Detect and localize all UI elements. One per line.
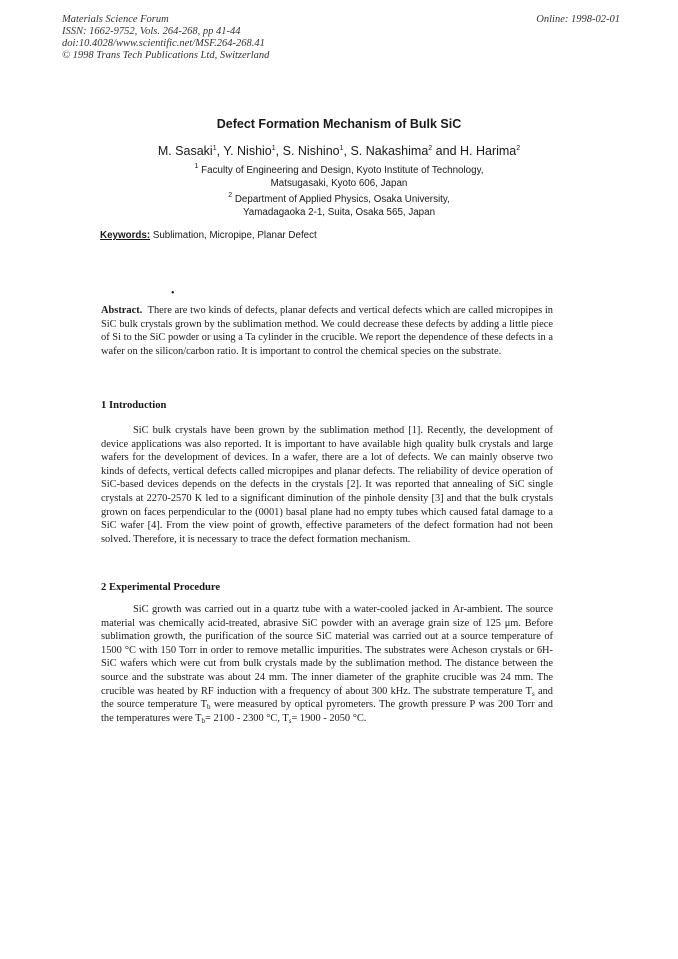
author-affiliation-mark: 2	[428, 145, 433, 152]
affiliation-line: Yamadagaoka 2-1, Suita, Osaka 565, Japan	[242, 206, 436, 218]
author-name: Y. Nishio	[223, 144, 272, 158]
author-affiliation-mark: 1	[339, 145, 344, 152]
affiliation-line: Faculty of Engineering and Design, Kyoto Institute of Technology,	[201, 165, 484, 176]
affiliation-number: 2	[228, 192, 233, 199]
author-affiliation-mark: 1	[271, 145, 276, 152]
affiliation-1	[0, 165, 678, 190]
affiliation-line: Matsugasaki, Kyoto 606, Japan	[270, 177, 408, 189]
abstract-text: There are two kinds of defects, planar defects and vertical defects which are called micropipes in SiC bulk crystals grown by the sublimation method. We could decrease these defects by adding a little piece of Si to the SiC powder or using a Ta cylinder in the crucible. We report the dependence of these defects in a wafer on the silicon/carbon ratio. It is important to control the chemical species on the substrate.	[101, 305, 553, 357]
section-heading-introduction: 1 Introduction	[101, 400, 167, 411]
online-date: Online: 1998-02-01	[536, 14, 620, 25]
journal-name: Materials Science Forum	[62, 14, 169, 25]
paper-title: Defect Formation Mechanism of Bulk SiC	[216, 117, 462, 131]
abstract-label: Abstract.	[101, 305, 143, 316]
author-affiliation-mark: 2	[516, 145, 521, 152]
author-name: M. Sasaki	[157, 144, 213, 158]
author-name: S. Nishino	[282, 144, 340, 158]
keywords	[100, 230, 317, 241]
author-name: S. Nakashima	[350, 144, 429, 158]
journal-header	[62, 14, 269, 62]
keywords-text: Sublimation, Micropipe, Planar Defect	[152, 230, 317, 241]
abstract	[101, 304, 553, 358]
author-list: M. Sasaki$^1$, Y. Nishio$^1$, S. Nishino$^1$, S. Nakashima$^2$ and H. Harima$^2$	[157, 144, 521, 158]
author-affiliation-mark: 1	[212, 145, 217, 152]
section-heading-experimental: 2 Experimental Procedure	[101, 582, 221, 593]
author-name: H. Harima	[460, 144, 517, 158]
introduction-paragraph: SiC bulk crystals have been grown by the sublimation method [1]. Recently, the development of device applications was also reported. It is important to have available high quality bulk crystals and large wafers for the development of devices. In a wafer, there are a lot of defects. We can mainly observe two kinds of defects, vertical defects called micropipes and planar defects. The reliability of device operation of SiC-based devices depends on the defects in the crystals [2]. It was reported that annealing of SiC single crystals at 2270-2570 K led to a significant diminution of the pinhole density [3] and that the bulk crystals grown on faces perpendicular to the (0001) basal plane had no empty tubes which caused fatal damage to a SiC wafer [4]. From the view point of growth, effective parameters of the defect formation had not been solved. Therefore, it is necessary to trace the defect formation mechanism.	[101, 425, 553, 545]
copyright-line: © 1998 Trans Tech Publications Ltd, Switzerland	[62, 50, 270, 61]
doi-link[interactable]: doi:10.4028/www.scientific.net/MSF.264-268.41	[62, 38, 265, 49]
keywords-label: Keywords:	[100, 230, 151, 241]
issn-line: ISSN: 1662-9752, Vols. 264-268, pp 41-44	[62, 26, 241, 37]
affiliation-2	[0, 194, 678, 219]
affiliation-line: Department of Applied Physics, Osaka University,	[234, 194, 450, 205]
affiliation-number: 1	[194, 163, 199, 170]
experimental-paragraph: SiC growth was carried out in a quartz tube with a water-cooled jacked in Ar-ambient. The source material was chemically acid-treated, abrasive SiC powder with an average grain size of 125 μm. Before sublimation growth, the purification of the source SiC material was carried out at a source temperature of 1500 °C with 150 Torr in order to remove metallic impurities. The substrates were Acheson crystals or 6H-SiC wafers which were cut from bulk crystals made by the sublimation method. The distance between the source and the substrate was about 24 mm. The inner diameter of the graphite crucible was 24 mm. The crucible was heated by RF induction with a frequency of about 300 kHz. The substrate temperature $T_s$ and the source temperature $T_b$ were measured by optical pyrometers. The growth pressure P was 200 Torr and the temperatures were $T_b= 2100 - 2300$ °C, $T_s= 1900 - 2050$ °C.	[101, 604, 553, 725]
stray-mark: •	[171, 288, 175, 299]
